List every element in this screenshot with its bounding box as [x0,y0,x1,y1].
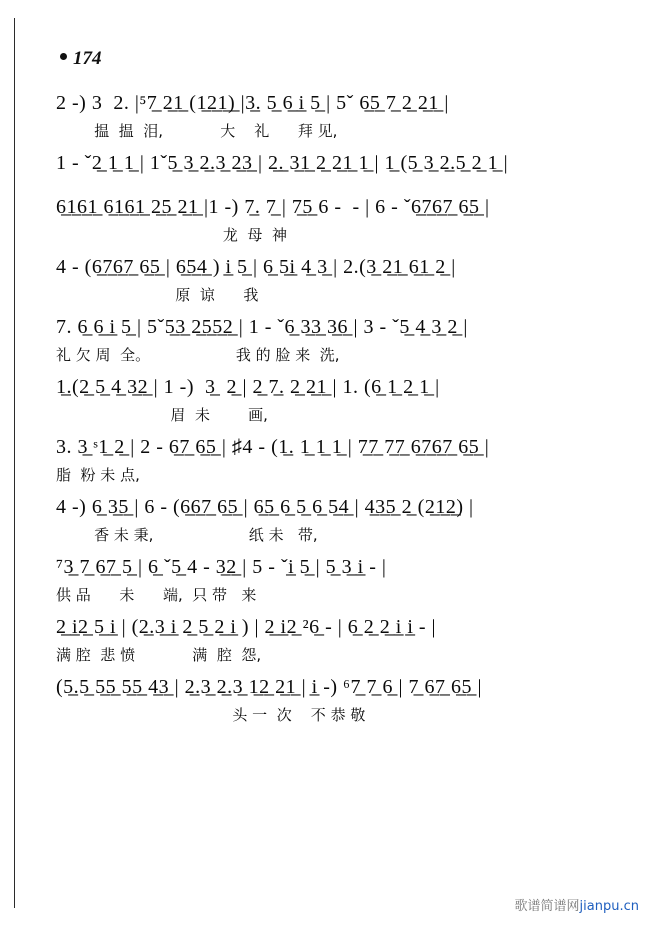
lyrics-line: 揾 揾 泪, 大 礼 拜 见, [56,122,338,140]
notation-line: ⁷3̲ 7̲ 6̲7̲ 5̲ | 6̲ ˇ5̲ 4 - 3̲2̲ | 5 - ˇi̲ 5̲ | 5̲ 3̲ i̲ - | [56,556,387,578]
notation-line: 1̲.(2̲ 5̲ 4̲ 3̲2̲ | 1 -) 3̲ 2̲ | 2̲ 7̲. 2̲ 2̲1̲ | 1. (6̲ 1̲ 2̲ 1̲ | [56,376,440,398]
notation-line: 4 - (6̲7̲6̲7̲ 6̲5̲ | 6̲5̲4̲ ) i̲ 5̲ | 6̲ 5̲i̲ 4̲ 3̲ | 2.(3̲ 2̲1̲ 6̲1̲ 2̲ | [56,256,456,278]
music-systems [56,88,612,732]
music-system [56,492,612,546]
lyrics-line: 眉 未 画, [56,406,268,424]
notation-line: (5̲.5̲ 5̲5̲ 5̲5̲ 4̲3̲ | 2̲.3̲ 2̲.3̲ 1̲2̲ 2̲1̲ | i̲ -) ⁶7̲ 7̲ 6̲ | 7̲ 6̲7̲ 6̲5̲ | [56,676,483,698]
watermark [515,895,639,914]
notation-line: 7. 6̲ 6̲ i̲ 5̲ | 5ˇ5̲3̲ 2̲5̲5̲2̲ | 1 - ˇ6̲ 3̲3̲ 3̲6̲ | 3 - ˇ5̲ 4̲ 3̲ 2̲ | [56,316,468,338]
lyrics-line: 头 一 次 不 恭 敬 [56,706,366,724]
lyrics-line: 香 未 秉, 纸 未 带, [56,526,318,544]
page-binding-rule [14,18,15,908]
notation-line: 4 -) 6̲ 3̲5̲ | 6 - (6̲6̲7̲ 6̲5̲ | 6̲5̲ 6̲ 5̲ 6̲ 5̲4̲ | 4̲3̲5̲ 2̲ (2̲1̲2̲) | [56,496,474,518]
music-system [56,432,612,486]
music-system [56,148,612,186]
lyrics-line: 龙 母 神 [56,226,287,244]
music-system [56,252,612,306]
page-number [60,48,102,70]
notation-line: 3. 3̲ ˢ1̲ 2̲ | 2 - 6̲7̲ 6̲5̲ | ♯4 - (1̲. 1̲ 1̲ 1̲ | 7̲7̲ 7̲7̲ 6̲7̲6̲7̲ 6̲5̲ | [56,436,490,458]
music-system [56,672,612,726]
lyrics-line: 礼 欠 周 全。 我 的 脸 来 洗, [56,346,340,364]
notation-line: 2̲ i̲2̲ 5̲ i̲ | (2̲.3̲ i̲ 2̲ 5̲ 2̲ i̲ ) | 2̲ i̲2̲ ²6̲ - | 6̲ 2̲ 2̲ i̲ i̲ - | [56,616,437,638]
lyrics-line: 供 品 未 端, 只 带 来 [56,586,257,604]
lyrics-line [56,180,612,186]
notation-line: 2 -) 3 2. |⁵7̲ 2̲1̲ (1̲2̲1̲)̲ |3̲. 5̲ 6̲ i̲ 5̲ | 5ˇ 6̲5̲ 7̲ 2̲ 2̲1̲ | [56,92,449,114]
music-system [56,372,612,426]
watermark-site-name: 歌谱简谱网 [514,899,580,914]
music-system [56,312,612,366]
music-system [56,552,612,606]
lyrics-line: 满 腔 悲 愤 满 腔 怨, [56,646,262,664]
notation-line: 6̲1̲6̲1̲ 6̲1̲6̲1̲ 2̲5̲ 2̲1̲ |1 -) 7̲. 7̲ | 7̲5̲ 6 - - | 6 - ˇ6̲7̲6̲7̲ 6̲5̲ | [56,196,490,218]
page-number-bullet-icon [60,53,67,60]
notation-line: 1 - ˇ2̲ 1̲ 1̲ | 1ˇ5̲ 3̲ 2̲.3̲ 2̲3̲ | 2̲.̲ 3̲1̲ 2̲ 2̲1̲ 1̲ | 1̲ (5̲ 3̲ 2̲.5̲ 2̲ 1̲ | [56,152,509,174]
music-system [56,88,612,142]
lyrics-line: 原 谅 我 [56,286,259,304]
watermark-site-url: jianpu.cn [579,899,639,914]
lyrics-line: 脂 粉 未 点, [56,466,140,484]
page-number-value: 174 [73,48,102,69]
music-system [56,612,612,666]
music-system [56,192,612,246]
